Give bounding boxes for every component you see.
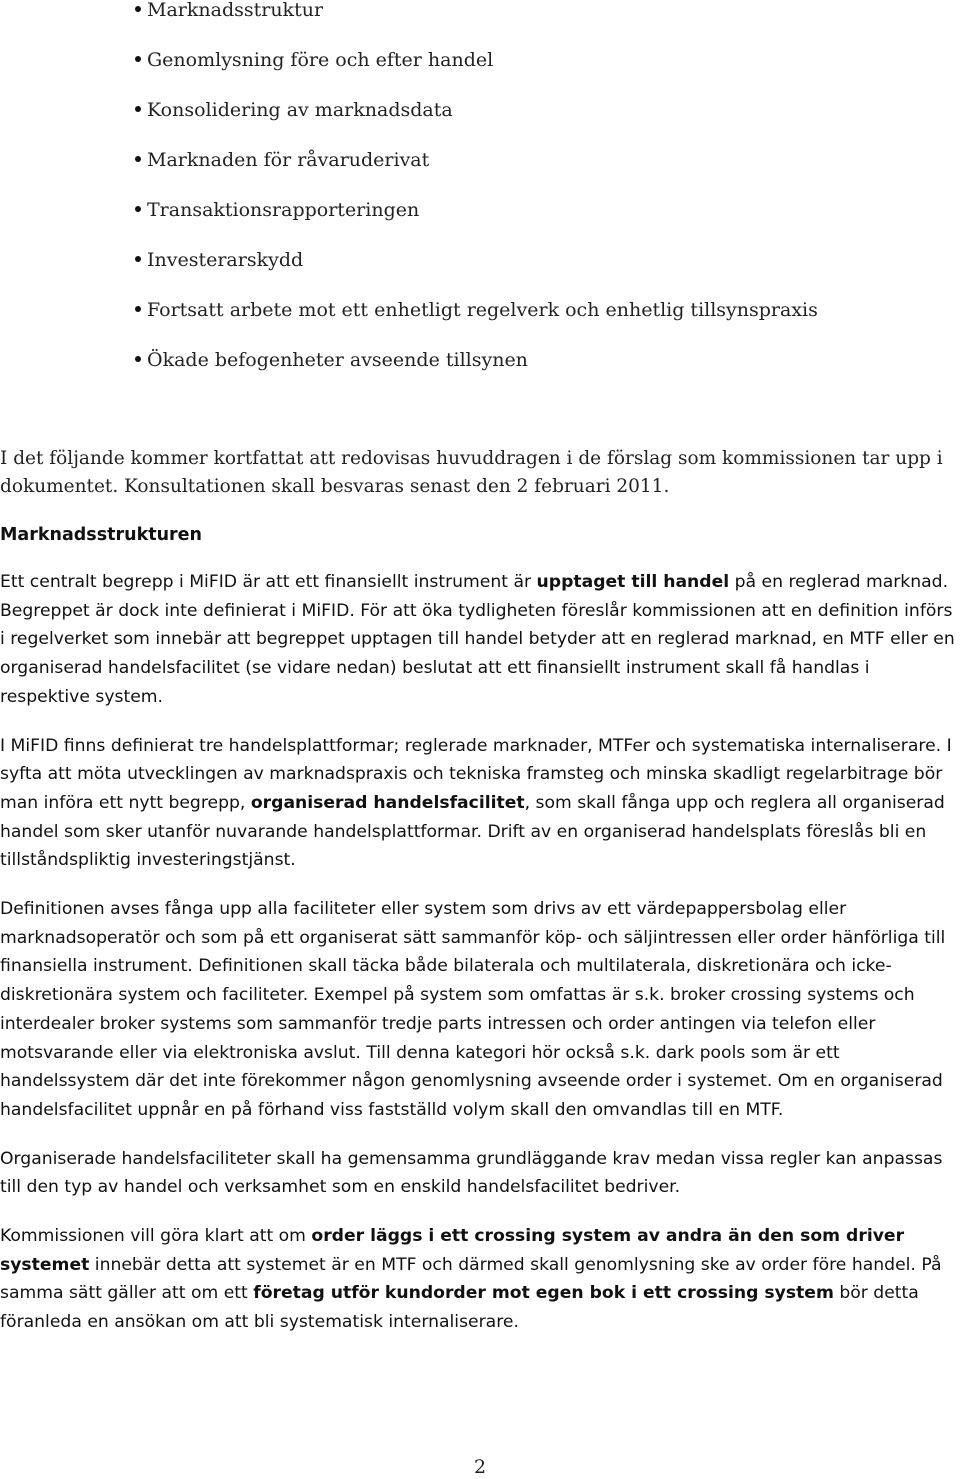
paragraph-scope: Definitionen avses fånga upp alla faciliteter eller system som drivs av ett värdepappersbolag eller marknadsoperatör och som på ett organiserat sätt sammanför köp- och säljintressen eller order hänförliga till finansiella instrument. Definitionen skall täcka både bilaterala och multilaterala, diskretionära och icke-diskretionära system och faciliteter. Exempel på system som omfattas är s.k. broker crossing systems och interdealer broker systems som sammanför tredje parts intressen och order antingen via telefon eller motsvarande eller via elektroniska avslut. Till denna kategori hör också s.k. dark pools som är ett handelssystem där det inte förekommer någon genomlysning avseende order i systemet. Om en organiserad handelsfacilitet uppnår en på förhand viss fastställd volym skall den omvandlas till en MTF. [0, 899, 946, 1120]
bullet-item: Marknadsstruktur [135, 0, 818, 46]
bullet-item: Ökade befogenheter avseende tillsynen [135, 346, 818, 396]
bullet-item: Genomlysning före och efter handel [135, 46, 818, 96]
bullet-item: Transaktionsrapporteringen [135, 196, 818, 246]
bullet-dot-icon [135, 206, 141, 212]
bullet-dot-icon [135, 56, 141, 62]
section-heading: Marknadsstrukturen [0, 525, 202, 545]
bullet-dot-icon [135, 306, 141, 312]
bold-term: order läggs i ett crossing system av andra än den som driver systemet [0, 1226, 905, 1275]
topic-bullet-list [135, 0, 818, 396]
bullet-dot-icon [135, 6, 141, 12]
bullet-dot-icon [135, 156, 141, 162]
bullet-item: Marknaden för råvaruderivat [135, 146, 818, 196]
bullet-dot-icon [135, 106, 141, 112]
paragraph-platforms: I MiFID finns definierat tre handelsplattformar; reglerade marknader, MTFer och systematiska internaliserare. I syfta att möta utvecklingen av marknadspraxis och tekniska framsteg och minska skadligt regelarbitrage bör man införa ett nytt begrepp, organiserad handelsfacilitet, som skall fånga upp och reglera all organiserad handel som sker utanför nuvarande handelsplattformar. Drift av en organiserad handelsplats föreslås bli en tillståndspliktig investeringstjänst. [0, 735, 952, 871]
page-number: 2 [473, 1456, 487, 1478]
bold-term: organiserad handelsfacilitet [250, 792, 525, 813]
section-body [0, 520, 955, 1357]
bullet-item: Konsolidering av marknadsdata [135, 96, 818, 146]
bold-term: företag utför kundorder mot egen bok i ett crossing system [253, 1283, 834, 1304]
paragraph-requirements: Organiserade handelsfaciliteter skall ha gemensamma grundläggande krav medan vissa regler kan anpassas till den typ av handel och verksamhet som en enskild handelsfacilitet bedriver. [0, 1148, 943, 1198]
bullet-dot-icon [135, 256, 141, 262]
paragraph-crossing: Kommissionen vill göra klart att om order läggs i ett crossing system av andra än den som driver systemet innebär detta att systemet är en MTF och därmed skall genomlysning ske av order före handel. På samma sätt gäller att om ett företag utför kundorder mot egen bok i ett crossing system bör detta föranleda en ansökan om att bli systematisk internaliserare. [0, 1226, 942, 1333]
bullet-item: Investerarskydd [135, 246, 818, 296]
intro-paragraph: I det följande kommer kortfattat att redovisas huvuddragen i de förslag som kommissionen tar upp i dokumentet. Konsultationen skall besvaras senast den 2 februari 2011. [0, 448, 943, 497]
bullet-item: Fortsatt arbete mot ett enhetligt regelverk och enhetlig tillsynspraxis [135, 296, 818, 346]
paragraph-definition: Ett centralt begrepp i MiFID är att ett finansiellt instrument är upptaget till handel på en reglerad marknad. Begreppet är dock inte definierat i MiFID. För att öka tydligheten föreslår kommissionen att en definition införs i regelverket som innebär att begreppet upptagen till handel betyder att en reglerad marknad, en MTF eller en organiserad handelsfacilitet (se vidare nedan) beslutat att ett finansiellt instrument skall få handlas i respektive system. [0, 572, 955, 707]
bullet-dot-icon [135, 356, 141, 362]
bold-term: upptaget till handel [536, 572, 730, 592]
